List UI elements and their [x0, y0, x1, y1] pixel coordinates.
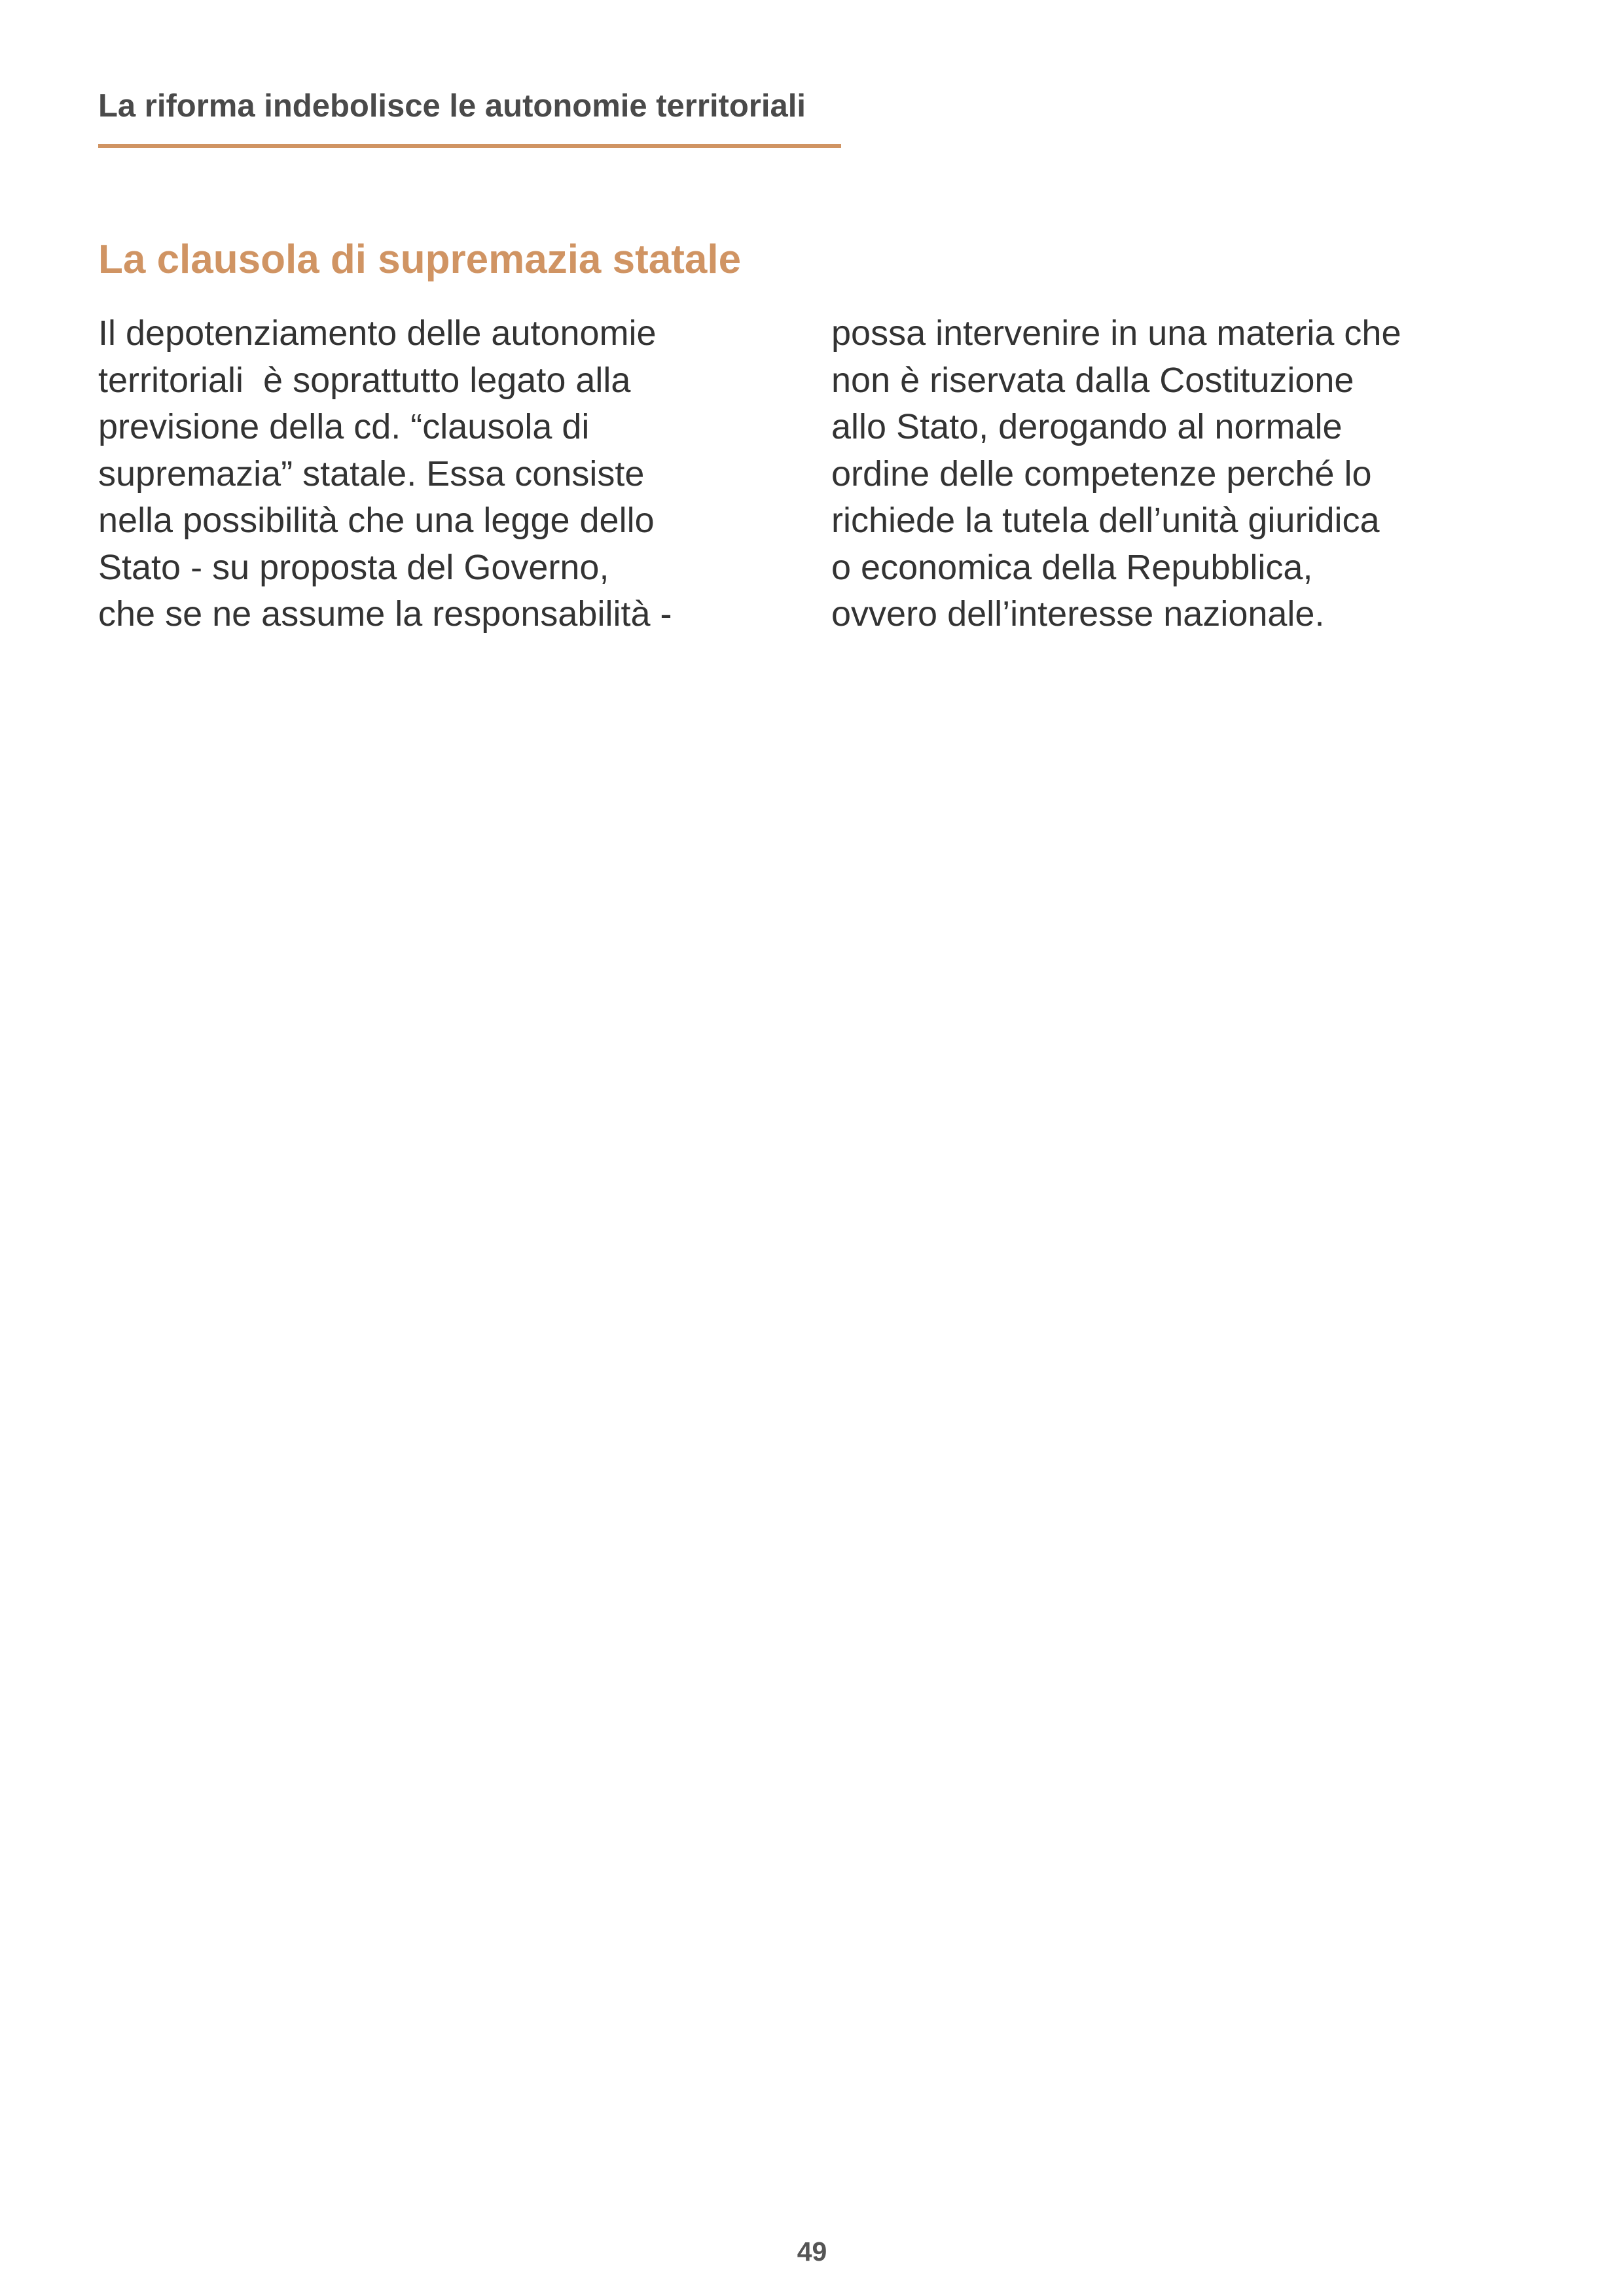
header-divider — [98, 144, 841, 148]
section-title: La clausola di supremazia statale — [98, 237, 742, 282]
body-line: supremazia” statale. Essa consiste — [98, 454, 645, 493]
body-line: Stato - su proposta del Governo, — [98, 547, 609, 587]
body-line: che se ne assume la responsabilità - — [98, 594, 672, 634]
body-line: nella possibilità che una legge dello — [98, 501, 655, 540]
body-line: richiede la tutela dell’unità giuridica — [831, 501, 1380, 540]
body-column-left — [98, 310, 759, 638]
body-line: ovvero dell’interesse nazionale. — [831, 594, 1325, 634]
body-line: possa intervenire in una materia che — [831, 314, 1401, 353]
body-line: ordine delle competenze perché lo — [831, 454, 1372, 493]
body-line: o economica della Repubblica, — [831, 547, 1313, 587]
body-line: allo Stato, derogando al normale — [831, 407, 1343, 446]
body-line: previsione della cd. “clausola di — [98, 407, 590, 446]
page-number: 49 — [797, 2236, 827, 2267]
body-column-right — [831, 310, 1492, 638]
body-line: territoriali è soprattutto legato alla — [98, 360, 631, 400]
body-line: Il depotenziamento delle autonomie — [98, 314, 657, 353]
running-header: La riforma indebolisce le autonomie territoriali — [98, 88, 806, 124]
body-line: non è riservata dalla Costituzione — [831, 360, 1354, 400]
